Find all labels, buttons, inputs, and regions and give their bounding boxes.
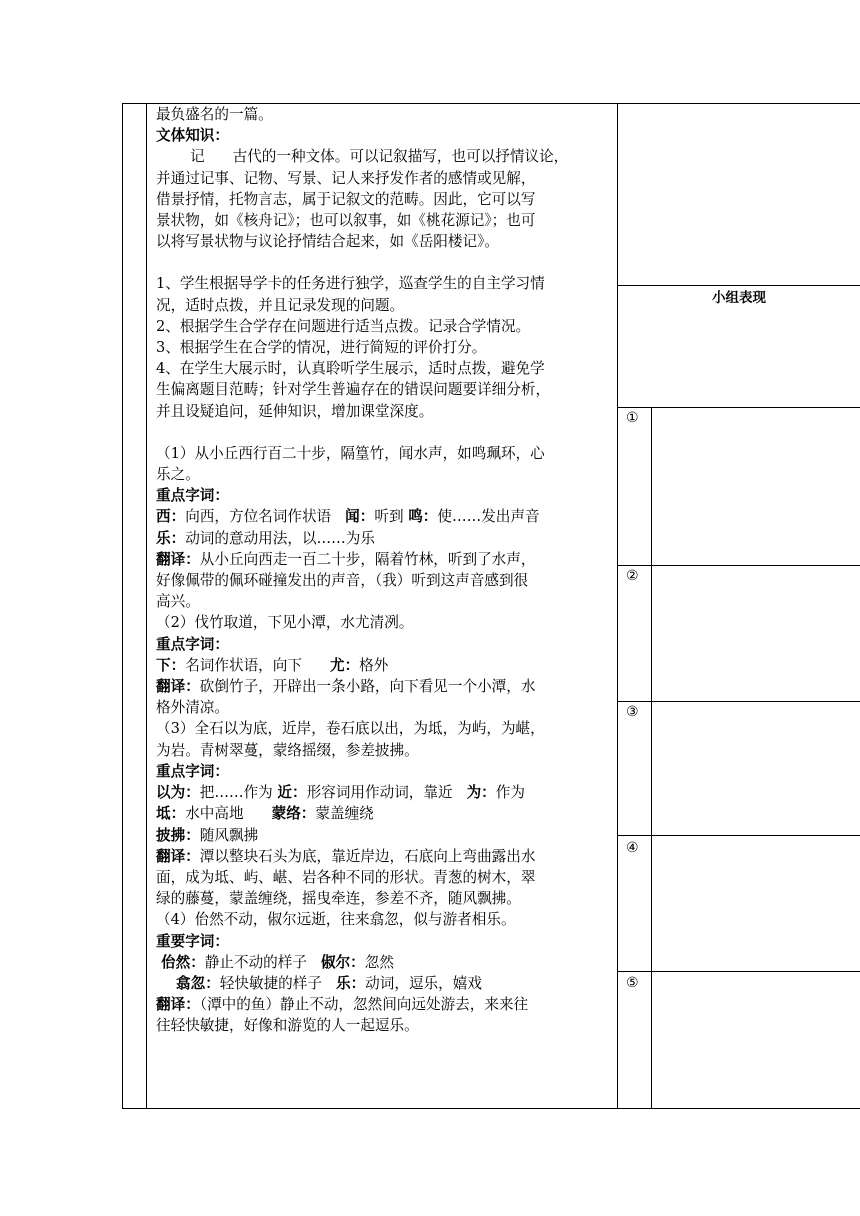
vocab-line xyxy=(156,825,612,846)
text-span: 翻译： xyxy=(156,678,200,696)
vocab-line xyxy=(156,803,612,824)
text-span: 下： xyxy=(156,656,186,674)
text-span: 西： xyxy=(156,508,186,526)
text-span: （潭中的鱼）静止不动，忽然间向远处游去，来来往 xyxy=(199,996,529,1014)
text-span: 古代的一种文体。可以记叙描写，也可以抒情议论， xyxy=(232,148,569,166)
text-span: 近： xyxy=(277,784,307,802)
text-span: 以将写景状物与议论抒情结合起来，如《岳阳楼记》。 xyxy=(156,233,499,251)
genre-term: 记 xyxy=(190,148,205,166)
text-span: 高兴。 xyxy=(156,593,200,611)
text-span: 鸣： xyxy=(408,508,438,526)
text-span: 听到 xyxy=(374,508,404,526)
text-span: 翕忽： xyxy=(176,974,220,992)
text-span: 乐： xyxy=(156,529,186,547)
question-1: （1）从小丘西行百二十步，隔篁竹，闻水声，如鸣珮环，心 xyxy=(156,444,545,462)
text-span: 从小丘向西走一百二十步，隔着竹林，听到了水声， xyxy=(199,550,536,568)
vocab-line xyxy=(156,506,612,527)
text-span: 尤： xyxy=(329,656,360,674)
text-span: 名词作状语，向下 xyxy=(185,656,302,674)
table-left-border xyxy=(122,103,123,1109)
vocab-line xyxy=(156,973,612,994)
step-1: 1、学生根据导学卡的任务进行独学，巡查学生的自主学习情 xyxy=(156,275,545,293)
translation xyxy=(156,994,612,1015)
text-span: 形容词用作动词，靠近 xyxy=(306,784,453,802)
genre-heading: 文体知识： xyxy=(156,127,229,145)
step-2: 2、根据学生合学存在问题进行适当点拨。记录合学情况。 xyxy=(156,317,531,335)
text-span: 轻快敏捷的样子 xyxy=(219,974,322,992)
table-row-divider xyxy=(617,835,860,836)
text-span: 借景抒情，托物言志，属于记叙文的范畴。因此，它可以写 xyxy=(156,190,536,208)
vocab-line xyxy=(156,782,612,803)
text-span: 随风飘拂 xyxy=(199,826,259,844)
table-col-divider xyxy=(146,103,147,1109)
text-span: 翻译： xyxy=(156,996,200,1014)
table-row-divider xyxy=(617,565,860,566)
table-subcol-divider xyxy=(651,407,652,1109)
translation xyxy=(156,549,612,570)
text-span: 为： xyxy=(466,784,496,802)
text-span: 蒙盖缠绕 xyxy=(315,805,374,823)
text-span: 作为 xyxy=(495,784,525,802)
text-span: 为岩。青树翠蔓，蒙络摇缀，参差披拂。 xyxy=(156,741,419,759)
vocab-line xyxy=(156,528,612,549)
text-span: 蒙络： xyxy=(271,805,316,823)
question-2: （2）伐竹取道，下见小潭，水尤清冽。 xyxy=(156,614,414,632)
text-span: 往轻快敏捷，好像和游览的人一起逗乐。 xyxy=(156,1017,419,1035)
vocab-heading: 重点字词： xyxy=(156,762,229,780)
text-span: 水中高地 xyxy=(185,805,244,823)
translation xyxy=(156,846,612,867)
text-span: 坻： xyxy=(156,805,186,823)
text-span: 翻译： xyxy=(156,847,200,865)
text-span: 动词，逗乐，嬉戏 xyxy=(365,974,482,992)
vocab-heading: 重点字词： xyxy=(156,635,229,653)
text-span: 并通过记事、记物、写景、记人来抒发作者的感情或见解， xyxy=(156,169,536,187)
vocab-line xyxy=(156,952,612,973)
text-span: 绿的藤蔓，蒙盖缠绕，摇曳牵连，参差不齐，随风飘拂。 xyxy=(156,890,521,908)
text-span: 乐： xyxy=(335,974,366,992)
vocab-heading: 重点字词： xyxy=(156,487,229,505)
text-span: 把……作为 xyxy=(199,784,273,802)
text-span: 俶尔： xyxy=(320,953,365,971)
text-span: 翻译： xyxy=(156,550,200,568)
text-span: 面，成为坻、屿、嵁、岩各种不同的形状。青葱的树木，翠 xyxy=(156,868,536,886)
table-row-divider xyxy=(617,701,860,702)
text-span: 并且设疑追问，延伸知识，增加课堂深度。 xyxy=(156,402,434,420)
group-marker-3: ③ xyxy=(626,704,639,720)
text-span: 以为： xyxy=(156,784,200,802)
group-marker-2: ② xyxy=(626,568,639,584)
table-row-divider xyxy=(617,971,860,972)
text-span: 静止不动的样子 xyxy=(204,953,307,971)
vocab-heading: 重要字词： xyxy=(156,932,229,950)
text-span: 使……发出声音 xyxy=(437,508,540,526)
lesson-content xyxy=(156,104,612,1037)
group-marker-4: ④ xyxy=(626,840,639,856)
translation xyxy=(156,676,612,697)
table-row-divider xyxy=(617,407,860,408)
text-span: 潭以整块石头为底，靠近岸边，石底向上弯曲露出水 xyxy=(199,847,536,865)
group-marker-5: ⑤ xyxy=(626,975,639,991)
table-col-divider xyxy=(617,103,618,1109)
text-span: 况，适时点拨，并且记录发现的问题。 xyxy=(156,296,405,314)
vocab-line xyxy=(156,655,612,676)
step-3: 3、根据学生在合学的情况，进行简短的评价打分。 xyxy=(156,339,487,357)
text-span: 忽然 xyxy=(364,953,394,971)
text-span: 格外清凉。 xyxy=(156,699,229,717)
text-span: 乐之。 xyxy=(156,466,200,484)
text-span: 好像佩带的佩环碰撞发出的声音，（我）听到这声音感到很 xyxy=(156,572,529,590)
spacer xyxy=(156,252,612,273)
text-span: 佁然： xyxy=(161,953,205,971)
question-4: （4）佁然不动，俶尔远逝，往来翕忽，似与游者相乐。 xyxy=(156,911,516,929)
genre-paragraph xyxy=(156,146,612,167)
text-span: 格外 xyxy=(359,656,389,674)
text-span: 闻： xyxy=(345,508,375,526)
text-span: 向西，方位名词作状语 xyxy=(185,508,332,526)
question-3: （3）全石以为底，近岸，卷石底以出，为坻，为屿，为嵁， xyxy=(156,720,545,738)
group-marker-1: ① xyxy=(626,410,639,426)
spacer xyxy=(156,422,612,443)
group-performance-header: 小组表现 xyxy=(712,290,766,306)
text-span: 砍倒竹子，开辟出一条小路，向下看见一个小潭，水 xyxy=(199,678,536,696)
text-span: 景状物，如《核舟记》；也可以叙事，如《桃花源记》；也可 xyxy=(156,212,536,230)
text-span: 披拂： xyxy=(156,826,200,844)
table-bottom-border xyxy=(122,1108,860,1109)
intro-line: 最负盛名的一篇。 xyxy=(156,106,273,123)
text-span: 生偏离题目范畴；针对学生普遍存在的错误问题要详细分析， xyxy=(156,381,551,399)
text-span: 动词的意动用法，以……为乐 xyxy=(185,529,375,547)
step-4: 4、在学生大展示时，认真聆听学生展示，适时点拨，避免学 xyxy=(156,360,545,378)
